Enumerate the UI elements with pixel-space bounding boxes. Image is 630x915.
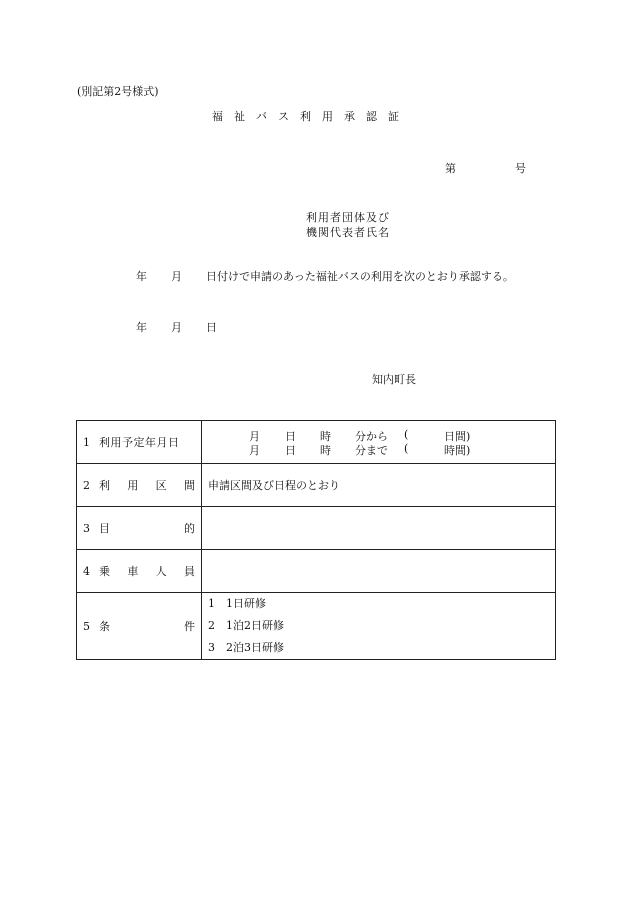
to-day: 日 [285,444,296,457]
condition-option[interactable] [208,593,555,615]
row-label: 条 件 [99,620,195,633]
row-number: 4 [83,564,90,578]
certificate-number-suffix: 号 [515,162,526,175]
row-label: 利 用 区 間 [99,479,195,492]
condition-option[interactable] [208,637,555,659]
value-cell-usage-date[interactable] [202,421,556,464]
applicant-label-line1: 利用者団体及び [306,211,390,224]
row-number: 1 [83,435,90,449]
route-value: 申請区間及び日程のとおり [208,479,340,492]
table-row-purpose [77,507,556,550]
row-number: 2 [83,478,90,492]
issue-day: 日 [206,321,217,334]
table-row-conditions [77,593,556,660]
to-minute: 分まで [355,444,388,457]
to-hour: 時 [320,444,331,457]
row-number: 5 [83,619,90,633]
label-cell-passengers [77,550,202,593]
from-hour: 時 [320,430,331,443]
value-cell-route[interactable] [202,464,556,507]
condition-option-number: 3 [208,641,215,654]
row-label: 目 的 [99,522,195,535]
condition-option-text: 1日研修 [226,597,266,610]
signatory: 知内町長 [372,373,416,386]
value-cell-conditions [202,593,556,660]
body-month: 月 [171,270,182,283]
condition-option-number: 2 [208,619,215,632]
applicant-label-line2: 機関代表者氏名 [306,226,390,239]
value-cell-passengers[interactable] [202,550,556,593]
document-title: 福祉バス利用承認証 [212,110,410,123]
from-month: 月 [249,430,260,443]
condition-option[interactable] [208,615,555,637]
table-row-usage-date [77,421,556,464]
row-number: 3 [83,521,90,535]
days-unit: 日間) [444,430,471,443]
certificate-number-prefix: 第 [445,162,456,175]
approval-details-table [76,420,556,660]
value-cell-purpose[interactable] [202,507,556,550]
issue-year: 年 [136,321,147,334]
to-month: 月 [249,444,260,457]
label-cell-usage-date [77,421,202,464]
label-cell-purpose [77,507,202,550]
form-number: (別記第2号様式) [77,85,159,98]
issue-month: 月 [171,321,182,334]
label-cell-conditions [77,593,202,660]
table-row-passengers [77,550,556,593]
table-row-route [77,464,556,507]
to-paren-open: ( [404,442,409,455]
label-cell-route [77,464,202,507]
condition-option-text: 2泊3日研修 [226,641,284,654]
from-day: 日 [285,430,296,443]
from-minute: 分から [355,430,388,443]
datetime-from-line [208,428,555,442]
body-year: 年 [136,270,147,283]
body-sentence: 日付けで申請のあった福祉バスの利用を次のとおり承認する。 [206,270,514,283]
condition-option-text: 1泊2日研修 [226,619,284,632]
datetime-to-line [208,442,555,456]
hours-unit: 時間) [444,444,471,457]
row-label: 乗 車 人 員 [99,565,195,578]
condition-option-number: 1 [208,597,215,610]
from-paren-open: ( [404,428,409,441]
row-label: 利用予定年月日 [99,436,180,449]
